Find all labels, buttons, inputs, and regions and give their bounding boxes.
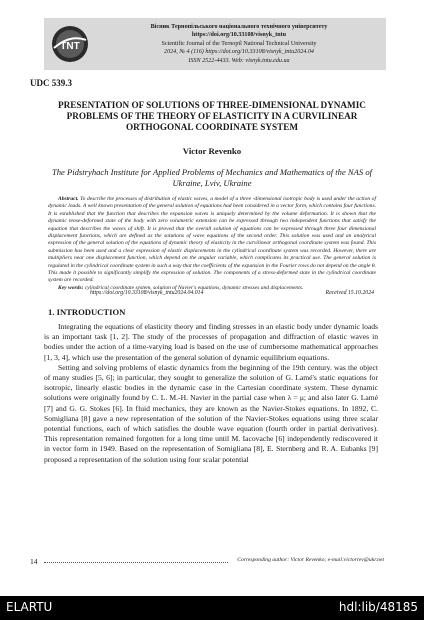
journal-name-eng: Scientific Journal of the Ternopil National Technical University (161, 40, 317, 47)
repository-bar (0, 596, 424, 620)
issue-info: 2024, № 4 (116) https://doi.org/10.33108/visnyk_tntu2024.04 (164, 49, 314, 56)
corresponding-author: Corresponding author: Victor Revenko; e-mail:victorrev@ukr.net (237, 557, 384, 563)
body-text (44, 322, 378, 465)
abstract-block (48, 196, 376, 292)
journal-doi-link[interactable]: https://doi.org/10.33108/visnyk_tntu (191, 32, 287, 39)
repository-name: ELARTU (6, 600, 53, 614)
body-paragraph: Setting and solving problems of elastic dynamics from the beginning of the 19th century. was the object of many studies [5, 6]; in particular, they sought to generalize the solution of G. Lamé's static equations for isotropic, linearly elastic bodies in the dynamic case in the Cartesian coordinate system. These dynamic solutions were originally found by C. L. M.-H. Navier in the partial case when λ = μ; and also later G. Lamé [7] and G. G. Stokes [6]. In fluid mechanics, they are known as the Navier-Stokes equations. In 1892, C. Somigliana [8] gave a new representation of the solution of the Navier-Stokes equations using three scalar potential functions, each of which satisfies the double wave equation (fourth order in partial derivatives). This representation remained forgotten for a long time until M. Iacovache [6] independently rediscovered it in vector form in 1949. Based on the representation of Somigliana [8], E. Sternberg and R. A. Eubanks [9] proposed a representation of the solution using four scalar potential (44, 362, 378, 464)
handle-link[interactable]: hdl:lib/48185 (338, 600, 418, 614)
abstract-text: To describe the processes of distribution of elastic waves, a model of a three -dimensional isotropic body is used under the action of dynamic loads. A well known presentation of the general solution of equations had been considered in a vector form, which contains four functions. It is established that the function that describes the expansion waves is uniquely determined by the volume deformation. It is shown that the dynamic tense-deformed state of the body with zero volumetric extension can be expressed through two independent functions that satisfy the equation that describes the waves of shift. It is proved that the overall solution of equations can be expressed through three four dimensional displacement functions, which are defined as the solutions of wave equations of the second order. This solution was used and an analytical expression of the general solution of the equations of dynamic theory of elasticity in the curvilinear orthogonal coordinate system was found. This submission has been used and a clear expression of elastic displacements in the cylindrical coordinate system was recorded. However, there are multipliers near one displacement function, which depend on the angular variable, which complicates its practical use. The general solution is regulated in the cylindrical coordinate system in such a way that the coefficients of the expansion in the Fourier rows do not depend on the angle θ. This made it possible to significantly simplify the expression of solution. The components of a stress-deformed state in the cylindrical coordinate system are recorded. (48, 196, 376, 284)
author-name: Victor Revenko (182, 146, 242, 156)
issn-web: ISSN 2522-4433. Web: visnyk.tntu.edu.ua (188, 57, 290, 64)
abstract-label: Abstract. (58, 196, 79, 202)
author-affiliation: The Pidstryhach Institute for Applied Problems of Mechanics and Mathematics of the NAS of Ukraine, Lviv, Ukraine (51, 167, 373, 188)
received-date: Received 15.10.2024 (325, 290, 374, 296)
abstract-paragraph (48, 196, 376, 285)
footer-dotted-rule (44, 562, 228, 563)
udc-code: UDC 539.3 (30, 78, 72, 88)
paper-title: PRESENTATION OF SOLUTIONS OF THREE-DIMENSIONAL DYNAMIC PROBLEMS OF THE THEORY OF ELASTICITY IN A CURVILINEAR ORTHOGONAL COORDINATE SYSTEM (58, 100, 366, 133)
body-paragraph: Integrating the equations of elasticity theory and finding stresses in an elastic body under dynamic loads is an important task [1, 2]. The study of the processes of propagation and diffraction of elastic waves in bodies under the action of a time-varying load is based on the use of cumbersome mathematical approaches [1, 3, 4], which use the presentation of the general solution of dynamic equilibrium equations. (44, 322, 378, 362)
journal-header-text (96, 23, 382, 65)
journal-logo-icon (50, 24, 90, 64)
journal-name-ukr: Вісник Тернопільського національного технічного університету (150, 24, 328, 30)
page-number: 14 (30, 557, 38, 566)
journal-header (44, 18, 386, 70)
section-heading: 1. INTRODUCTION (48, 307, 126, 317)
keywords-label: Key words: (58, 284, 84, 291)
logo-lettering: TNT (60, 41, 80, 52)
keywords-text: cylindrical coordinate system, solution of Navier's equations, dynamic stresses and displacements. (84, 284, 304, 291)
article-doi-link[interactable]: https://doi.org/10.33108/visnyk_tntu2024.04.014 (90, 290, 204, 296)
